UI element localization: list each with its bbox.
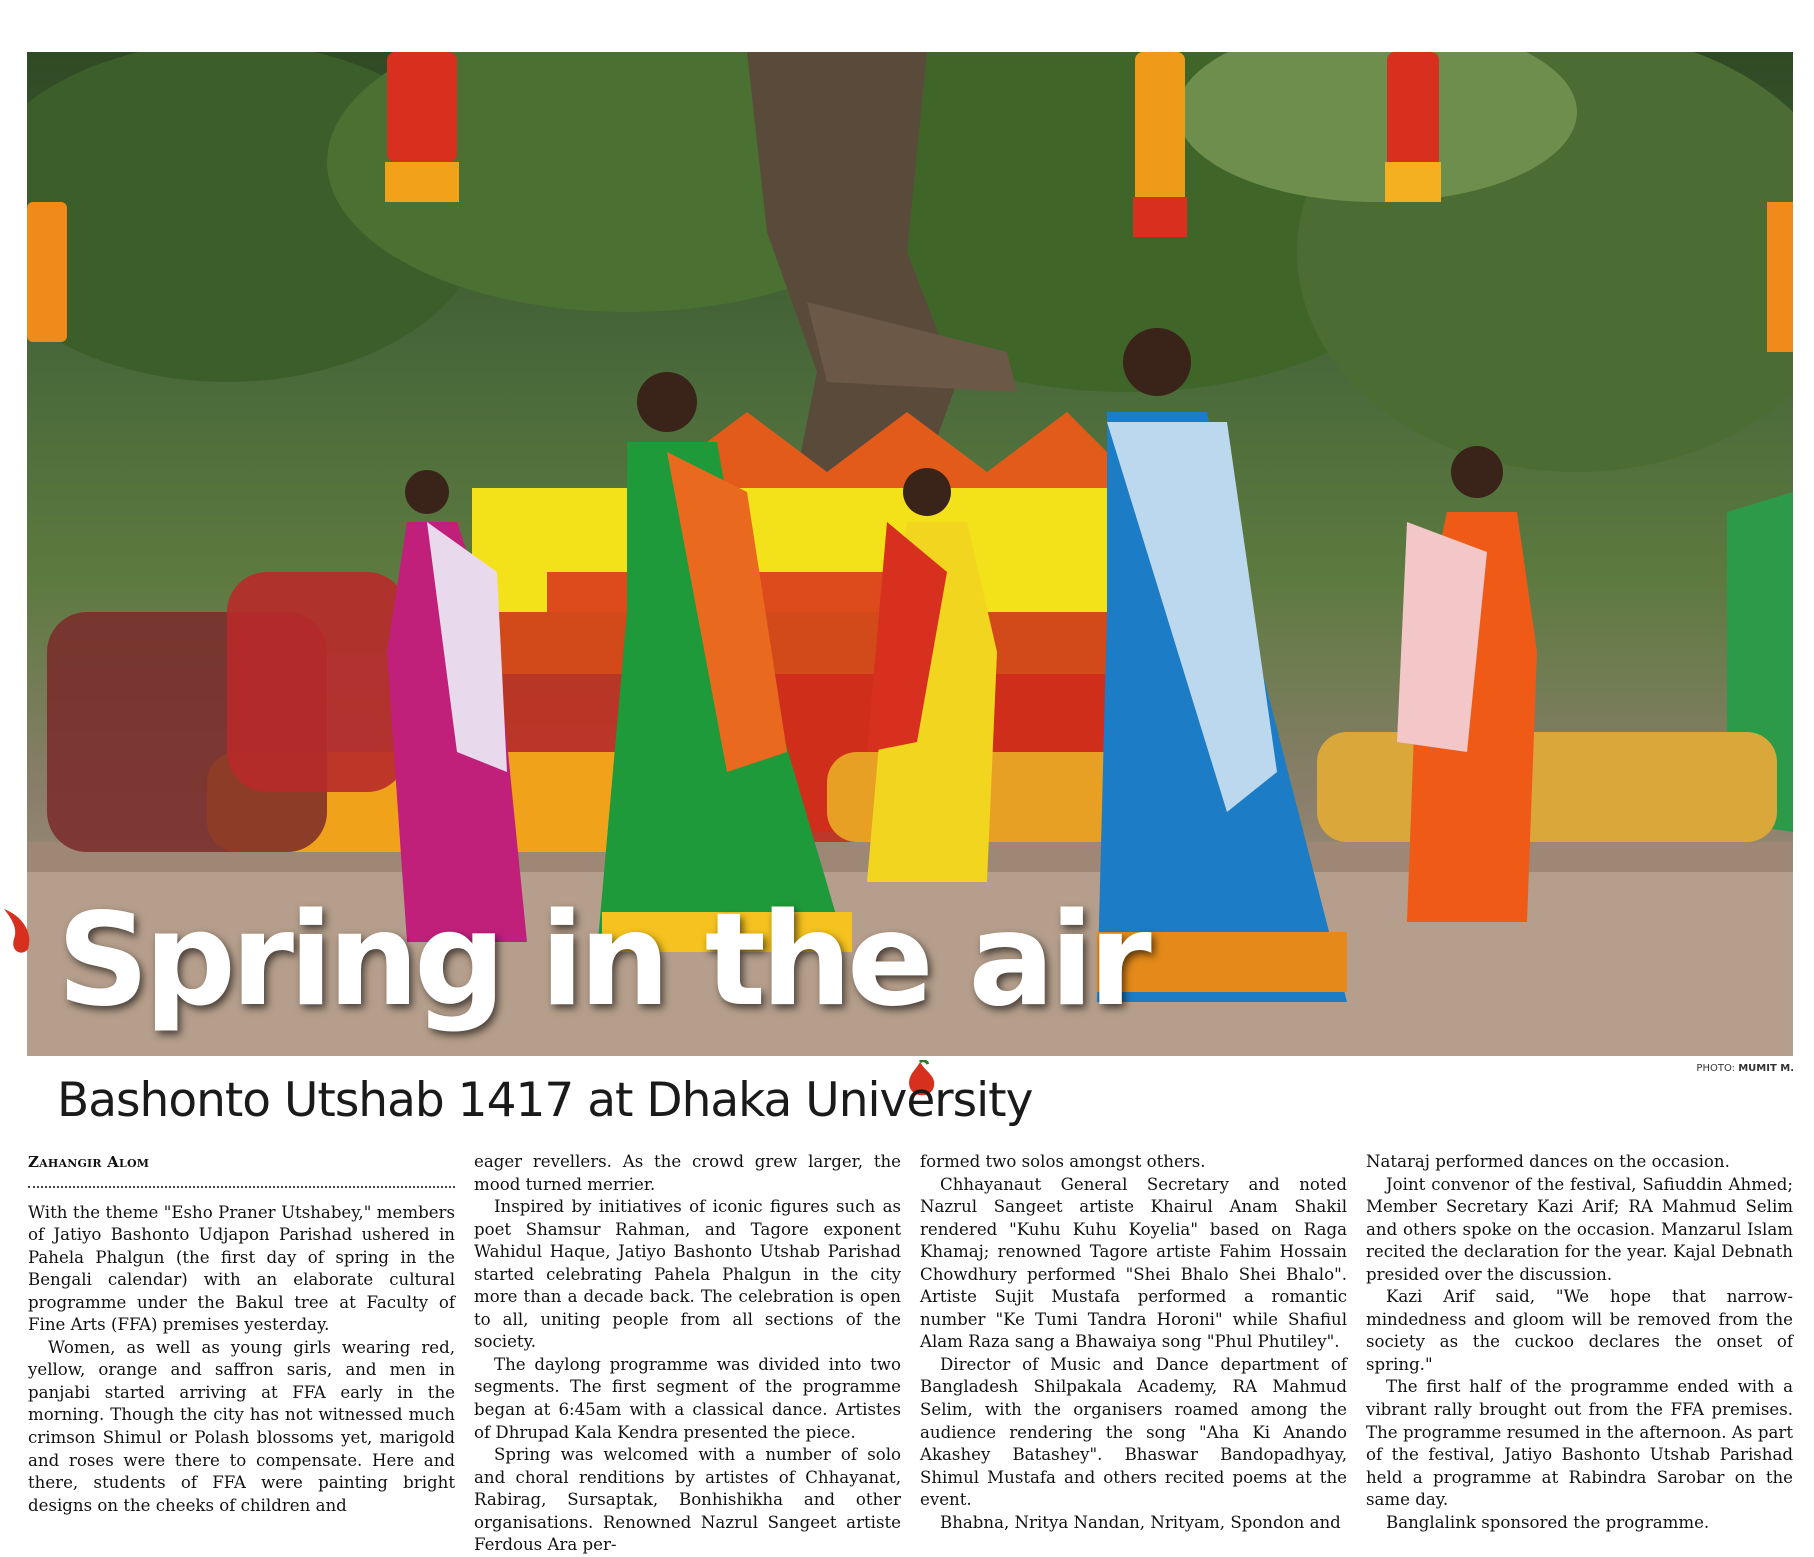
article-column-4 xyxy=(1366,1151,1793,1534)
dancer-5 xyxy=(1397,446,1537,922)
paragraph: Inspired by initiatives of iconic figures such as poet Shamsur Rahman, and Tagore exponent Wahidul Haque, Jatiyo Bashonto Utshab Parishad started celebrating Pahela Phalgun in the city more than a decade back. The celebration is open to all, uniting people from all sections of the society. xyxy=(474,1197,901,1352)
paragraph: Nataraj performed dances on the occasion. xyxy=(1366,1152,1730,1171)
article-column-1 xyxy=(28,1151,455,1517)
credit-prefix: PHOTO: xyxy=(1696,1063,1736,1074)
paragraph: Director of Music and Dance department of Bangladesh Shilpakala Academy, RA Mahmud Selim, with the organisers roamed among the audience rendering the song "Aha Ki Anando Akashey Batashey". Bhaswar Bandopadhyay, Shimul Mustafa and others recited poems at the event. xyxy=(920,1354,1347,1510)
byline: Zahangir Alom xyxy=(28,1153,150,1171)
credit-name: MUMIT M. xyxy=(1738,1063,1794,1074)
paragraph: formed two solos amongst others. xyxy=(920,1152,1206,1171)
article-column-3 xyxy=(920,1151,1347,1534)
chili-ornament-icon xyxy=(0,905,36,957)
paragraph: Joint convenor of the festival, Safiuddin Ahmed; Member Secretary Kazi Arif; RA Mahmud Selim and others spoke on the occasion. Manzarul Islam recited the declaration for the year. Kajal Debnath presided over the discussion. xyxy=(1366,1174,1793,1284)
paragraph: The daylong programme was divided into two segments. The first segment of the programme began at 6:45am with a classical dance. Artistes of Dhrupad Kala Kendra presented the piece. xyxy=(474,1354,901,1442)
paragraph: Bhabna, Nritya Nandan, Nrityam, Spondon and xyxy=(940,1512,1341,1532)
article-column-2 xyxy=(474,1151,901,1557)
paragraph: Spring was welcomed with a number of solo and choral renditions by artistes of Chhayanat, Rabirag, Sursaptak, Bonhishikha and other organisations. Renowned Nazrul Sangeet artiste Ferdous Ara per- xyxy=(474,1445,901,1555)
paragraph: With the theme "Esho Praner Utshabey," members of Jatiyo Bashonto Udjapon Parishad ushered in Pahela Phalgun (the first day of spring in the Bengali calendar) with an elaborate cultural programme under the Bakul tree at Faculty of Fine Arts (FFA) premises yesterday. xyxy=(28,1202,455,1335)
subheadline: Bashonto Utshab 1417 at Dhaka University xyxy=(57,1073,1033,1128)
paragraph: Women, as well as young girls wearing red, yellow, orange and saffron saris, and men in panjabi started arriving at FFA early in the morning. Though the city has not witnessed much crimson Shimul or Polash blossoms yet, marigold and roses were there to compensate. Here and there, students of FFA were painting bright designs on the cheeks of children and xyxy=(28,1337,455,1515)
photo-credit xyxy=(1696,1063,1794,1074)
paragraph: Chhayanaut General Secretary and noted Nazrul Sangeet artiste Khairul Anam Shakil rendered "Kuhu Kuhu Koyelia" based on Raga Khamaj; renowned Tagore artiste Fahim Hossain Chowdhury performed "Shei Bhalo Shei Bhalo". Artiste Sujit Mustafa performed a romantic number "Ke Tumi Tandra Horoni" while Shafiul Alam Raza sang a Bhawaiya song "Phul Phutiley". xyxy=(920,1174,1347,1352)
paragraph: eager revellers. As the crowd grew larger, the mood turned merrier. xyxy=(474,1152,901,1194)
feature-photo xyxy=(27,52,1793,1056)
paragraph: Kazi Arif said, "We hope that narrow-mindedness and gloom will be removed from the society as the cuckoo declares the onset of spring." xyxy=(1366,1287,1793,1374)
headline: Spring in the air xyxy=(57,886,1147,1035)
paragraph: The first half of the programme ended with a vibrant rally brought out from the FFA premises. The programme resumed in the afternoon. As part of the festival, Jatiyo Bashonto Utshab Parishad held a programme at Rabindra Sarobar on the same day. xyxy=(1366,1377,1793,1510)
paragraph: Banglalink sponsored the programme. xyxy=(1386,1512,1710,1532)
byline-divider xyxy=(28,1180,455,1188)
